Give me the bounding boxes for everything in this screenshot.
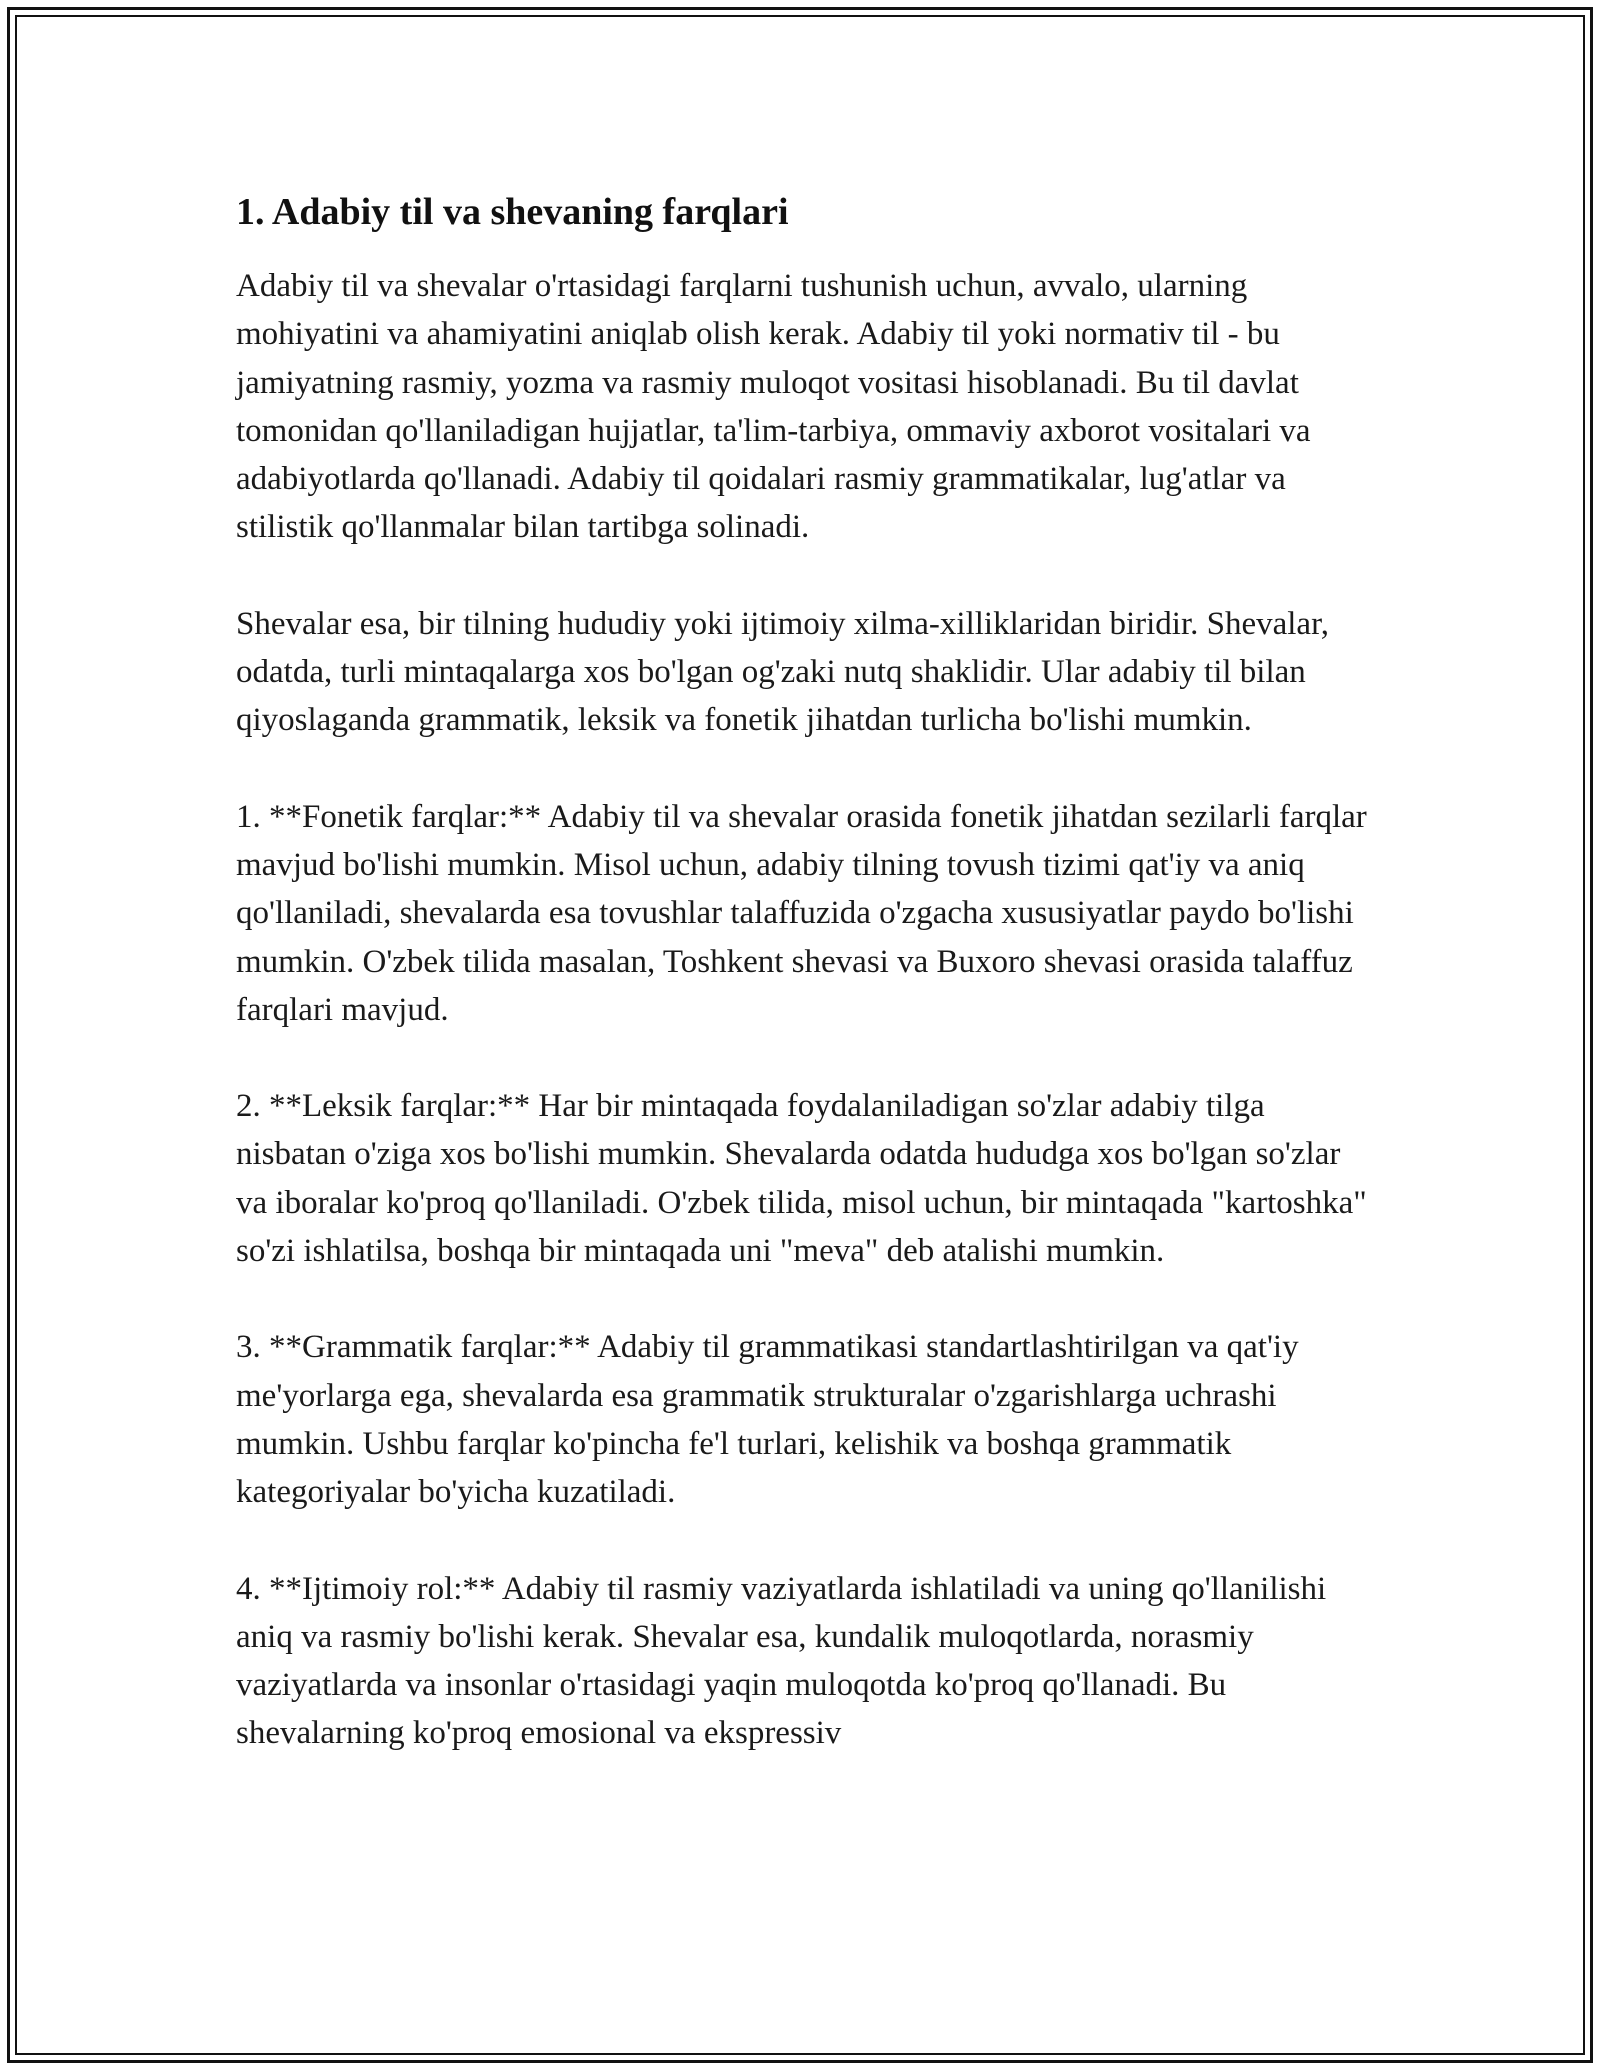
social-role-paragraph: 4. **Ijtimoiy rol:** Adabiy til rasmiy vaziyatlarda ishlatiladi va uning qo'llanilishi aniq va rasmiy bo'lishi kerak. Shevalar esa, kundalik muloqotlarda, norasmiy vaziyatlarda va insonlar o'rtasidagi yaqin muloqotda ko'proq qo'llanadi. Bu shevalarning ko'proq emosional va ekspressiv: [236, 1570, 1327, 1752]
dialects-paragraph: Shevalar esa, bir tilning hududiy yoki ijtimoiy xilma-xilliklaridan biridir. Shevalar, odatda, turli mintaqalarga xos bo'lgan og'zaki nutq shaklidir. Ular adabiy til bilan qiyoslaganda grammatik, leksik va fonetik jihatdan turlicha bo'lishi mumkin.: [236, 605, 1329, 739]
section-heading: 1. Adabiy til va shevaning farqlari: [236, 191, 789, 233]
lexical-differences-paragraph: 2. **Leksik farqlar:** Har bir mintaqada foydalaniladigan so'zlar adabiy tilga nisbatan o'ziga xos bo'lishi mumkin. Shevalarda odatda hududga xos bo'lgan so'zlar va iboralar ko'proq qo'llaniladi. O'zbek tilida, misol uchun, bir mintaqada "kartoshka" so'zi ishlatilsa, boshqa bir mintaqada uni "meva" deb atalishi mumkin.: [236, 1088, 1367, 1270]
grammatical-differences-paragraph: 3. **Grammatik farqlar:** Adabiy til grammatikasi standartlashtirilgan va qat'iy me'yorlarga ega, shevalarda esa grammatik strukturalar o'zgarishlarga uchrashi mumkin. Ushbu farqlar ko'pincha fe'l turlari, kelishik va boshqa grammatik kategoriyalar bo'yicha kuzatiladi.: [236, 1329, 1299, 1511]
phonetic-differences-paragraph: 1. **Fonetik farqlar:** Adabiy til va shevalar orasida fonetik jihatdan sezilarli farqlar mavjud bo'lishi mumkin. Misol uchun, adabiy tilning tovush tizimi qat'iy va aniq qo'llaniladi, shevalarda esa tovushlar talaffuzida o'zgacha xususiyatlar paydo bo'lishi mumkin. O'zbek tilida masalan, Toshkent shevasi va Buxoro shevasi orasida talaffuz farqlari mavjud.: [236, 798, 1367, 1028]
document-body: [236, 188, 1370, 1806]
intro-paragraph: Adabiy til va shevalar o'rtasidagi farqlarni tushunish uchun, avvalo, ularning mohiyatini va ahamiyatini aniqlab olish kerak. Adabiy til yoki normativ til - bu jamiyatning rasmiy, yozma va rasmiy muloqot vositasi hisoblanadi. Bu til davlat tomonidan qo'llaniladigan hujjatlar, ta'lim-tarbiya, ommaviy axborot vositalari va adabiyotlarda qo'llanadi. Adabiy til qoidalari rasmiy grammatikalar, lug'atlar va stilistik qo'llanmalar bilan tartibga solinadi.: [236, 268, 1311, 546]
